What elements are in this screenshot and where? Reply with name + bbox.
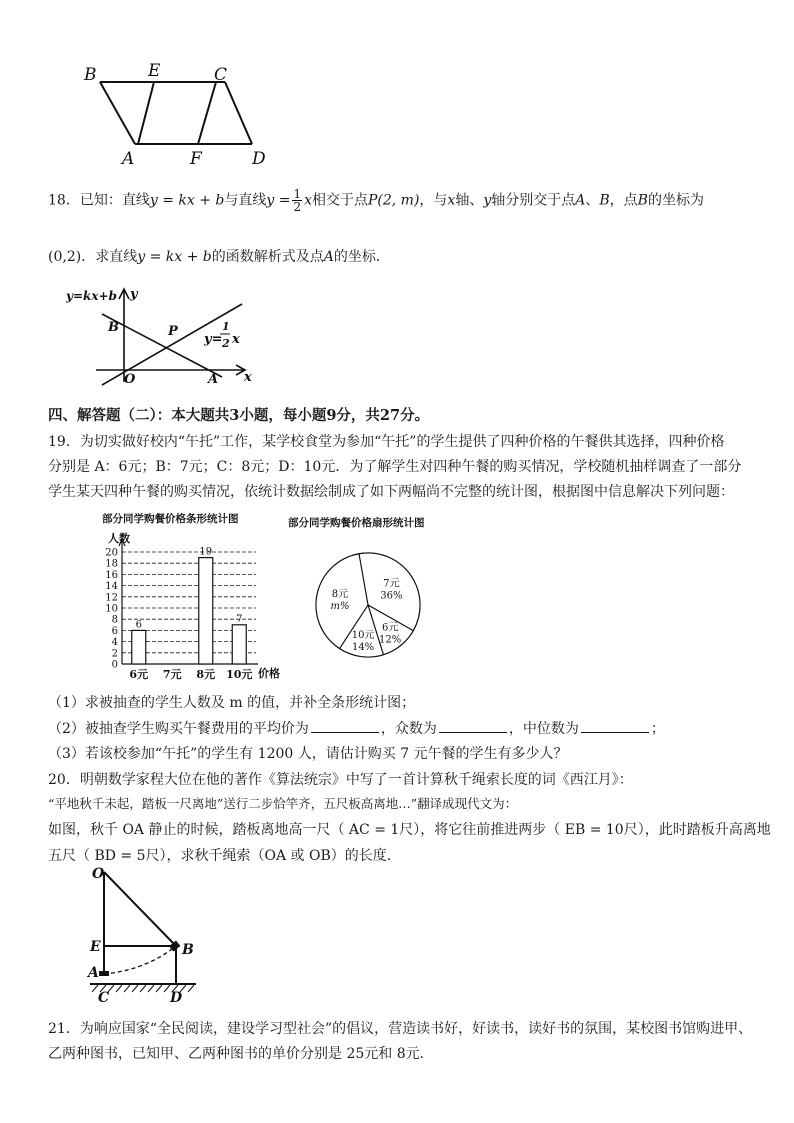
- label-B: B: [84, 65, 97, 85]
- label-C: C: [214, 65, 228, 85]
- pie-chart: [282, 510, 472, 670]
- answer-blank-mode[interactable]: [439, 720, 507, 733]
- y-tick-label: 14: [105, 581, 118, 593]
- y-tick-label: 10: [105, 603, 118, 615]
- pie-chart-title: 部分同学购餐价格扇形统计图: [288, 517, 425, 529]
- bar-value-label: 19: [199, 546, 213, 558]
- q21-para-1: 21．为响应国家“全民阅读，建设学习型社会”的倡议，营造读书好，好读书，读好书的氛围，某校图书馆购进甲、: [48, 1021, 753, 1037]
- label-line2-x: x: [232, 332, 240, 347]
- pie-slice-label: 7元: [383, 578, 400, 590]
- bar-8元: [199, 558, 213, 664]
- bar-chart-ylabel: 人数: [108, 532, 130, 545]
- q20-para-1: 20．明朝数学家程大位在他的著作《算法统宗》中写了一首计算秋千绳索长度的词《西江月》：: [48, 772, 633, 788]
- pie-slice-percent: 36%: [380, 590, 403, 602]
- pie-slice-label: 8元: [331, 589, 349, 601]
- bar-chart-xlabel: 价格: [258, 667, 280, 680]
- line-intersection-figure: [62, 284, 262, 389]
- y-tick-label: 0: [111, 659, 118, 671]
- label-line2-num: 1: [222, 320, 230, 333]
- x-category-label: 10元: [226, 668, 253, 681]
- q20-para-4: 五尺（ BD = 5尺），求秋千绳索（OA 或 OB）的长度．: [48, 848, 401, 864]
- answer-blank-median[interactable]: [581, 720, 649, 733]
- q20-para-3: 如图，秋千 OA 静止的时候，踏板离地高一尺（ AC = 1尺），将它往前推进两步（ EB = 10尺），此时踏板升高离地: [48, 822, 771, 838]
- label-B: B: [182, 942, 194, 958]
- y-tick-label: 16: [105, 569, 118, 581]
- q18-line2: (0,2)．求直线y = kx + b的函数解析式及点A的坐标．: [48, 249, 390, 265]
- pie-slice-label: 10元: [351, 630, 375, 642]
- fraction-one-half: $\frac{1}{2}$: [293, 187, 302, 214]
- label-D: D: [252, 149, 266, 169]
- q19-para-3: 学生某天四种午餐的购买情况，依统计数据绘制成了如下两幅尚不完整的统计图，根据图中信息解决下列问题：: [48, 484, 734, 500]
- label-O: O: [92, 866, 105, 882]
- label-line2-den: 2: [222, 337, 230, 350]
- swing-figure: [80, 866, 210, 1006]
- pie-slice-percent: 12%: [379, 634, 402, 646]
- answer-blank-average[interactable]: [311, 720, 379, 733]
- y-tick-label: 20: [105, 547, 118, 559]
- bar-value-label: 7: [236, 613, 243, 625]
- bar-chart: [98, 510, 288, 685]
- pie-slice-percent: 14%: [351, 642, 375, 654]
- label-A: A: [88, 965, 99, 981]
- x-category-label: 7元: [162, 668, 182, 681]
- y-tick-label: 2: [111, 648, 118, 660]
- q19-para-1: 19．为切实做好校内“午托”工作，某学校食堂为参加“午托”的学生提供了四种价格的午餐供其选择，四种价格: [48, 434, 725, 450]
- label-x-axis: x: [244, 370, 252, 385]
- label-C: C: [98, 990, 110, 1006]
- y-tick-label: 4: [111, 637, 118, 649]
- label-origin: O: [124, 372, 136, 387]
- y-tick-label: 8: [111, 614, 118, 626]
- label-E: E: [90, 939, 101, 955]
- pie-slice-percent: m%: [330, 601, 350, 613]
- x-category-label: 6元: [129, 668, 149, 681]
- bar-10元: [232, 625, 246, 664]
- y-tick-label: 12: [105, 592, 118, 604]
- label-F: F: [190, 149, 202, 169]
- q21-para-2: 乙两种图书，已知甲、乙两种图书的单价分别是 25元和 8元．: [48, 1046, 434, 1062]
- parallelogram-figure: [80, 60, 280, 170]
- bar-6元: [132, 630, 146, 664]
- label-line2-lhs: y=: [204, 332, 223, 347]
- label-B: B: [108, 320, 119, 335]
- bar-value-label: 6: [135, 619, 142, 631]
- label-y-axis: y: [130, 287, 138, 302]
- pie-slice-label: 6元: [381, 622, 399, 634]
- y-tick-label: 6: [111, 625, 118, 637]
- x-category-label: 8元: [196, 668, 216, 681]
- label-line1: y=kx+b: [66, 289, 117, 303]
- section-heading: 四、解答题（二）：本大题共3小题，每小题9分，共27分。: [48, 407, 430, 424]
- label-E: E: [148, 61, 161, 81]
- q19-para-2: 分别是 A：6元；B：7元；C：8元；D：10元．为了解学生对四种午餐的购买情况，学校随机抽样调查了一部分: [48, 459, 742, 475]
- q19-sub-3: （3）若该校参加“午托”的学生有 1200 人，请估计购买 7 元午餐的学生有多少人？: [48, 746, 568, 762]
- label-A: A: [122, 149, 135, 169]
- label-P: P: [168, 324, 178, 339]
- y-tick-label: 18: [105, 558, 118, 570]
- label-A: A: [208, 372, 219, 387]
- q19-sub-1: （1）求被抽查的学生人数及 m 的值，并补全条形统计图；: [48, 695, 416, 711]
- bar-chart-title: 部分同学购餐价格条形统计图: [102, 513, 239, 525]
- q20-para-2: “平地秋千未起，踏板一尺离地”送行二步恰竿齐，五尺板高离地…”翻译成现代文为：: [48, 796, 518, 811]
- q19-sub-2: （2）被抽查学生购买午餐费用的平均价为 ，众数为 ，中位数为 ；: [48, 721, 665, 737]
- label-D: D: [170, 990, 183, 1006]
- q18-line1: 18．已知：直线y = kx + b与直线y = $\frac{1}{2}$ x相交于点P(2, m)，与x轴、y轴分别交于点A、B，点B的坐标为: [48, 187, 704, 214]
